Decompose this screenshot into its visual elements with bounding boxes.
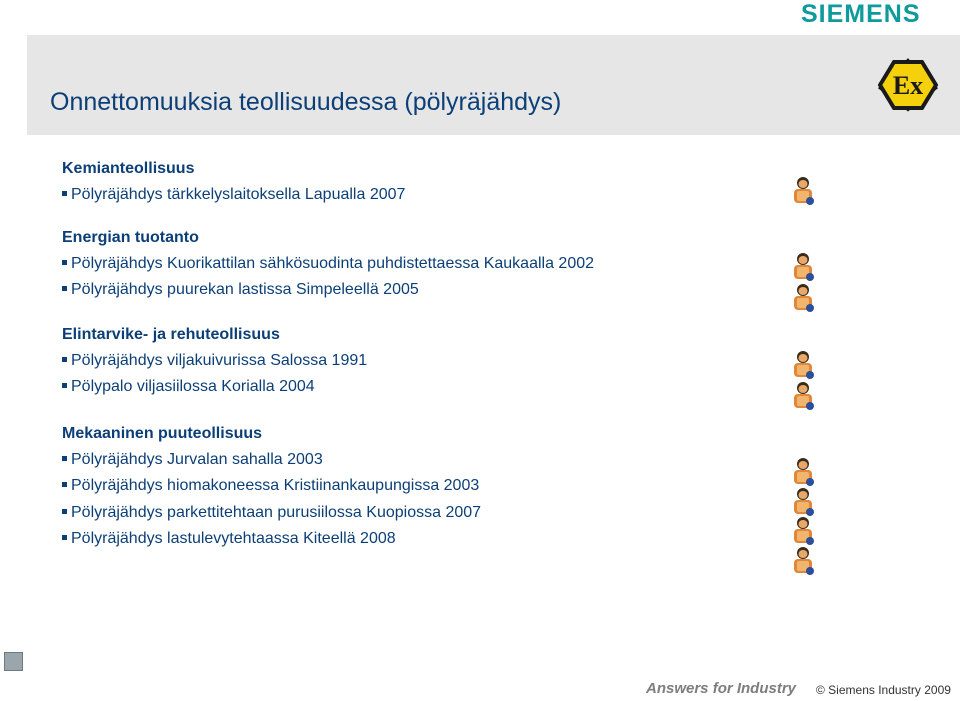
- section-energy: [62, 225, 594, 304]
- bullet-icon: [62, 482, 67, 487]
- footer-brand: Answers for Industry: [646, 680, 797, 697]
- injured-person-icon: [788, 381, 816, 411]
- injured-person-icon: [788, 350, 816, 380]
- accident-list: [62, 156, 594, 553]
- list-item: Pölyräjähdys viljakuivurissa Salossa 1991: [62, 348, 594, 375]
- svg-text:Ex: Ex: [892, 71, 924, 100]
- injured-person-icon: [788, 457, 816, 487]
- section-wood: [62, 421, 594, 553]
- bullet-icon: [62, 535, 67, 540]
- bullet-icon: [62, 191, 67, 196]
- bullet-icon: [62, 357, 67, 362]
- section-heading: Elintarvike- ja rehuteollisuus: [62, 325, 280, 343]
- bullet-icon: [62, 383, 67, 388]
- injured-person-icon: [788, 546, 816, 576]
- injured-person-icon: [788, 283, 816, 313]
- list-item: Pölyräjähdys lastulevytehtaassa Kiteellä 2008: [62, 526, 594, 553]
- title-band: [27, 35, 960, 135]
- list-item: Pölyräjähdys parkettitehtaan purusiilossa Kuopiossa 2007: [62, 500, 594, 527]
- bullet-icon: [62, 456, 67, 461]
- list-item: Pölyräjähdys Jurvalan sahalla 2003: [62, 447, 594, 474]
- bullet-icon: [62, 260, 67, 265]
- list-item: Pölyräjähdys tärkkelyslaitoksella Lapualla 2007: [62, 182, 594, 209]
- home-icon[interactable]: [4, 652, 23, 671]
- list-item: Pölypalo viljasiilossa Korialla 2004: [62, 374, 594, 401]
- footer-copyright: © Siemens Industry 2009: [816, 683, 951, 697]
- siemens-logo: SIEMENS: [801, 0, 921, 28]
- section-heading: Mekaaninen puuteollisuus: [62, 424, 263, 442]
- section-food: [62, 322, 594, 401]
- atex-ex-warning-icon: [878, 58, 938, 112]
- bullet-icon: [62, 509, 67, 514]
- section-heading: Energian tuotanto: [62, 228, 199, 246]
- section-chemical: [62, 156, 594, 209]
- section-heading: Kemianteollisuus: [62, 160, 195, 177]
- injured-person-icon: [788, 487, 816, 517]
- injured-person-icon: [788, 252, 816, 282]
- injured-person-icon: [788, 176, 816, 206]
- list-item: Pölyräjähdys hiomakoneessa Kristiinankaupungissa 2003: [62, 473, 594, 500]
- bullet-icon: [62, 286, 67, 291]
- injured-person-icon: [788, 516, 816, 546]
- slide-title: Onnettomuuksia teollisuudessa (pölyräjähdys): [50, 88, 562, 116]
- list-item: Pölyräjähdys puurekan lastissa Simpeleellä 2005: [62, 277, 594, 304]
- list-item: Pölyräjähdys Kuorikattilan sähkösuodinta puhdistettaessa Kaukaalla 2002: [62, 251, 594, 278]
